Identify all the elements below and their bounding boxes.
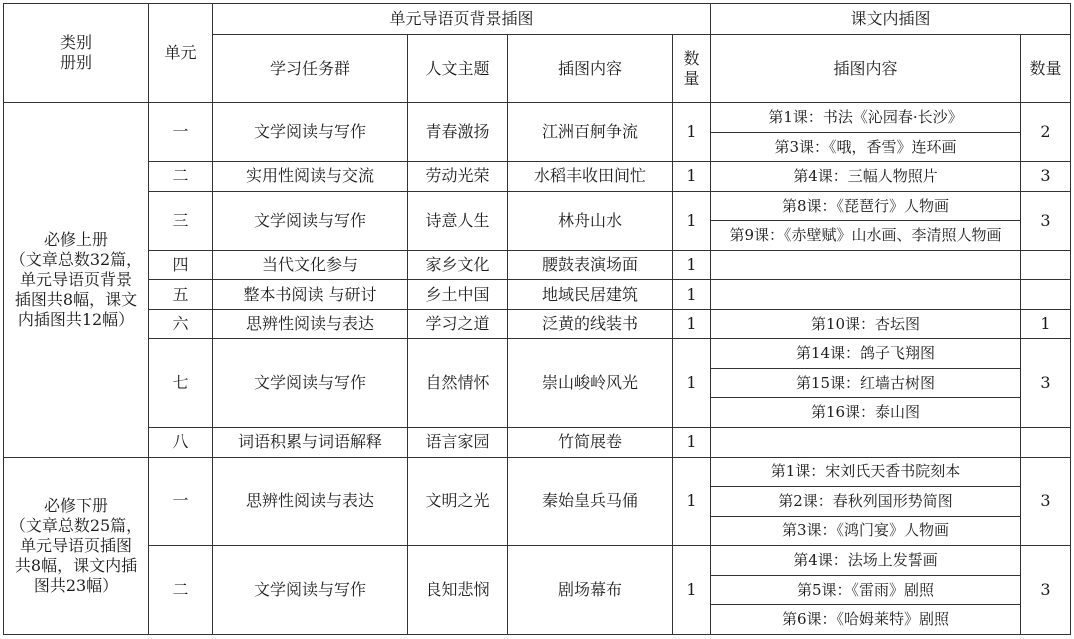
- lesson-illustration-cell: 第1课：书法《沁园春·长沙》: [711, 103, 1021, 133]
- header-category-line1: 类别: [59, 33, 92, 53]
- table-row: [4, 280, 1071, 310]
- book-category-cell: [4, 103, 149, 457]
- table-row: [4, 191, 1071, 221]
- unit-count-cell: 1: [673, 457, 711, 546]
- lesson-illustration-cell: 第4课：三幅人物照片: [711, 162, 1021, 192]
- unit-content-cell: 剧场幕布: [508, 546, 673, 635]
- book-note-line: 插图共8幅，课文: [14, 289, 138, 309]
- lesson-illustration-cell: 第2课：春秋列国形势简图: [711, 487, 1021, 517]
- unit-task-cell: 整本书阅读 与研讨: [213, 280, 408, 310]
- book-note-line: 内插图共12幅）: [17, 309, 135, 329]
- lesson-count-cell: [1021, 427, 1071, 457]
- header-count: [673, 35, 711, 103]
- book-note-line: （文章总数32篇，: [9, 249, 143, 269]
- unit-task-cell: 文学阅读与写作: [213, 546, 408, 635]
- lesson-count-cell: 3: [1021, 546, 1071, 635]
- table-row: [4, 250, 1071, 280]
- unit-theme-cell: 文明之光: [408, 457, 508, 546]
- header-content: 插图内容: [508, 35, 673, 103]
- lesson-count-cell: 1: [1021, 309, 1071, 339]
- unit-content-cell: 江洲百舸争流: [508, 103, 673, 162]
- unit-theme-cell: 诗意人生: [408, 191, 508, 250]
- unit-unit-cell: 一: [149, 103, 213, 162]
- header-count-line2: 量: [683, 68, 700, 88]
- unit-count-cell: 1: [673, 162, 711, 192]
- unit-content-cell: 水稻丰收田间忙: [508, 162, 673, 192]
- unit-unit-cell: 二: [149, 546, 213, 635]
- unit-count-cell: 1: [673, 280, 711, 310]
- unit-content-cell: 竹简展卷: [508, 427, 673, 457]
- unit-content-cell: 秦始皇兵马俑: [508, 457, 673, 546]
- lesson-count-cell: [1021, 250, 1071, 280]
- header-category-line2: 册别: [59, 53, 92, 73]
- lesson-count-cell: 3: [1021, 162, 1071, 192]
- unit-task-cell: 文学阅读与写作: [213, 103, 408, 162]
- book-category-cell: [4, 457, 149, 634]
- header-category-cell: [4, 4, 149, 103]
- header-guide-group: 单元导语页背景插图: [213, 4, 711, 35]
- lesson-illustration-cell: 第4课：法场上发誓画: [711, 546, 1021, 576]
- book-title: 必修上册: [43, 229, 108, 249]
- unit-theme-cell: 语言家园: [408, 427, 508, 457]
- unit-task-cell: 思辨性阅读与表达: [213, 457, 408, 546]
- unit-unit-cell: 一: [149, 457, 213, 546]
- unit-theme-cell: 青春激扬: [408, 103, 508, 162]
- table-row: [4, 309, 1071, 339]
- unit-task-cell: 文学阅读与写作: [213, 191, 408, 250]
- unit-count-cell: 1: [673, 191, 711, 250]
- header-theme: 人文主题: [408, 35, 508, 103]
- table-row: [4, 162, 1071, 192]
- lesson-count-cell: 2: [1021, 103, 1071, 162]
- unit-task-cell: 实用性阅读与交流: [213, 162, 408, 192]
- lesson-illustration-cell: 第16课：泰山图: [711, 398, 1021, 428]
- header-count-line1: 数: [683, 48, 700, 68]
- lesson-illustration-cell: 第14课：鸽子飞翔图: [711, 339, 1021, 369]
- unit-task-cell: 当代文化参与: [213, 250, 408, 280]
- table-row: [4, 457, 1071, 487]
- unit-count-cell: 1: [673, 103, 711, 162]
- unit-content-cell: 地域民居建筑: [508, 280, 673, 310]
- lesson-illustration-cell: [711, 427, 1021, 457]
- unit-theme-cell: 自然情怀: [408, 339, 508, 428]
- table-row: [4, 339, 1071, 369]
- unit-count-cell: 1: [673, 546, 711, 635]
- unit-unit-cell: 三: [149, 191, 213, 250]
- unit-content-cell: 泛黄的线装书: [508, 309, 673, 339]
- table-row: [4, 103, 1071, 133]
- unit-task-cell: 文学阅读与写作: [213, 339, 408, 428]
- lesson-illustration-cell: 第6课：《哈姆莱特》剧照: [711, 605, 1021, 635]
- unit-task-cell: 词语积累与词语解释: [213, 427, 408, 457]
- header-lesson-count: 数量: [1021, 35, 1071, 103]
- lesson-illustration-cell: [711, 280, 1021, 310]
- header-lesson-group: 课文内插图: [711, 4, 1071, 35]
- lesson-illustration-cell: 第9课：《赤壁赋》山水画、李清照人物画: [711, 221, 1021, 251]
- unit-unit-cell: 八: [149, 427, 213, 457]
- header-lesson-content: 插图内容: [711, 35, 1021, 103]
- unit-theme-cell: 学习之道: [408, 309, 508, 339]
- lesson-count-cell: 3: [1021, 457, 1071, 546]
- unit-theme-cell: 良知悲悯: [408, 546, 508, 635]
- book-note-line: 单元导语页背景: [19, 269, 132, 289]
- unit-content-cell: 林舟山水: [508, 191, 673, 250]
- header-unit: 单元: [149, 4, 213, 103]
- unit-content-cell: 崇山峻岭风光: [508, 339, 673, 428]
- unit-theme-cell: 乡土中国: [408, 280, 508, 310]
- unit-unit-cell: 六: [149, 309, 213, 339]
- lesson-count-cell: [1021, 280, 1071, 310]
- unit-count-cell: 1: [673, 309, 711, 339]
- book-note-line: 图共23幅）: [33, 575, 119, 595]
- lesson-illustration-cell: 第1课：宋刘氏天香书院刻本: [711, 457, 1021, 487]
- lesson-illustration-cell: 第10课：杏坛图: [711, 309, 1021, 339]
- book-title: 必修下册: [43, 495, 108, 515]
- illustration-table: [3, 3, 1071, 635]
- header-task-group: 学习任务群: [213, 35, 408, 103]
- unit-content-cell: 腰鼓表演场面: [508, 250, 673, 280]
- table-row: [4, 546, 1071, 576]
- lesson-illustration-cell: 第15课：红墙古树图: [711, 368, 1021, 398]
- table-row: [4, 427, 1071, 457]
- book-note-line: 单元导语页插图: [19, 535, 132, 555]
- unit-count-cell: 1: [673, 250, 711, 280]
- unit-theme-cell: 家乡文化: [408, 250, 508, 280]
- lesson-illustration-cell: 第3课：《哦，香雪》连环画: [711, 132, 1021, 162]
- unit-count-cell: 1: [673, 427, 711, 457]
- lesson-illustration-cell: 第3课：《鸿门宴》人物画: [711, 516, 1021, 546]
- unit-unit-cell: 五: [149, 280, 213, 310]
- unit-theme-cell: 劳动光荣: [408, 162, 508, 192]
- lesson-illustration-cell: 第5课：《雷雨》剧照: [711, 575, 1021, 605]
- book-note-line: （文章总数25篇，: [9, 515, 143, 535]
- lesson-illustration-cell: [711, 250, 1021, 280]
- unit-unit-cell: 二: [149, 162, 213, 192]
- unit-task-cell: 思辨性阅读与表达: [213, 309, 408, 339]
- unit-unit-cell: 四: [149, 250, 213, 280]
- lesson-illustration-cell: 第8课：《琵琶行》人物画: [711, 191, 1021, 221]
- unit-unit-cell: 七: [149, 339, 213, 428]
- unit-count-cell: 1: [673, 339, 711, 428]
- lesson-count-cell: 3: [1021, 191, 1071, 250]
- lesson-count-cell: 3: [1021, 339, 1071, 428]
- book-note-line: 共8幅，课文内插: [14, 555, 138, 575]
